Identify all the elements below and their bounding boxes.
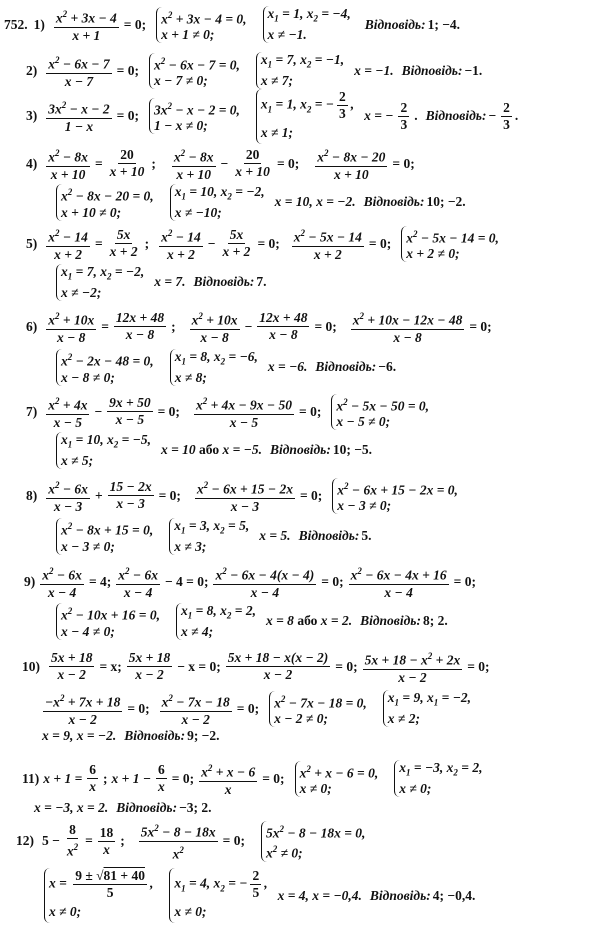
- system: $x^2 + 3x - 4 = 0$, x + 1 ≠ 0;: [156, 7, 246, 44]
- system: $3x^2 - x - 2 = 0$, 1 − x ≠ 0;: [149, 98, 240, 135]
- system: $x^2 - 10x + 16 = 0$, x − 4 ≠ 0;: [56, 603, 160, 640]
- item-10-answer: x = 9, x = −2. Відповідь: 9; −2.: [42, 728, 220, 743]
- answer-label: Відповідь:: [425, 108, 487, 123]
- item-4-cont: $x^2 - 8x - 20 = 0$, x + 10 ≠ 0; $x_1 = 10$, $x_2 = -2$, x ≠ −10; x = 10, x = −2. Відповідь: 10; −2.: [48, 184, 468, 221]
- item-7-cont: $x_1 = 10$, $x_2 = -5$, x ≠ 5; x = 10 або x = −5. Відповідь: 10; −5.: [48, 432, 374, 469]
- answer-label: Відповідь:: [124, 728, 186, 743]
- system: $x_1 = 8$, $x_2 = -6$, x ≠ 8;: [170, 349, 258, 386]
- item-11-answer: x = −3, x = 2. Відповідь: −3; 2.: [34, 800, 212, 815]
- item-9-cont: $x^2 - 10x + 16 = 0$, x − 4 ≠ 0; $x_1 = 8$, $x_2 = 2$, x ≠ 4; x = 8 або x = 2. Відповідь: 8; 2.: [48, 603, 450, 640]
- system: $x_1 = -3$, $x_2 = 2$, x ≠ 0;: [394, 760, 482, 797]
- answer-value: −3; 2.: [179, 800, 212, 815]
- answer-value: 5.: [361, 528, 372, 544]
- system: $x_1 = 10$, $x_2 = -2$, x ≠ −10;: [170, 184, 265, 221]
- answer-label: Відповідь:: [364, 16, 426, 32]
- answer-label: Відповідь:: [298, 528, 360, 544]
- item-12-cont: x = $\frac{9 \pm √81 + 40}{5}$ , x ≠ 0; $x_1 = 4$, $x_2$ = − $\frac{2}{5}$ , x ≠ 0; x = 4, x = −0,4. Відповідь: 4; −0,4.: [36, 868, 477, 923]
- item-11: 11) x + 1 = $\frac{6}{x}$ ; x + 1 − $\frac{6}{x}$ = 0; $\frac{x^2 + x - 6}{x}$ = 0; $x^2 + x - 6 = 0$, x ≠ 0; $x_1 = -3$, $x_2 = 2$, x ≠ 0;: [22, 760, 483, 797]
- item-8-cont: $x^2 - 8x + 15 = 0$, x − 3 ≠ 0; $x_1 = 3$, $x_2 = 5$, x ≠ 3; x = 5. Відповідь: 5.: [48, 518, 374, 555]
- answer-value: 9; −2.: [187, 728, 220, 743]
- system: $x_1 = 7$, $x_2 = -1$, x ≠ 7;: [256, 52, 344, 89]
- item-8: 8) $\frac{x^2 - 6x}{x - 3}$ + $\frac{15 - 2x}{x - 3}$ = 0; $\frac{x^2 - 6x + 15 - 2x}{x - 3}$ = 0; $x^2 - 6x + 15 - 2x = 0$, x − 3 ≠ 0;: [26, 477, 466, 515]
- item-2: 2) $\frac{x^2 - 6x - 7}{x - 7}$ = 0; $x^2 - 6x - 7 = 0$, x − 7 ≠ 0; $x_1 = 7$, $x_2 = -1$, x ≠ 7; x = −1. Відповідь: −1.: [26, 52, 483, 89]
- item-12: 12) 5 − $\frac{8}{x^2}$ = $\frac{18}{x}$ ; $\frac{5x^2 - 8 - 18x}{x^2}$ = 0; $5x^2 - 8 - 18x = 0$, $x^2 \ne 0$;: [16, 820, 373, 862]
- system: $x_1 = 7$, $x_2 = -2$, x ≠ −2;: [56, 264, 144, 301]
- system: x = $\frac{9 \pm √81 + 40}{5}$ , x ≠ 0;: [44, 868, 153, 923]
- system: $5x^2 - 8 - 18x = 0$, $x^2 \ne 0$;: [261, 821, 365, 862]
- system: $x_1 = 8$, $x_2 = 2$, x ≠ 4;: [176, 603, 256, 640]
- item-5: 5) $\frac{x^2 - 14}{x + 2}$ = $\frac{5x}{x + 2}$ ; $\frac{x^2 - 14}{x + 2}$ − $\frac{5x}{x + 2}$ = 0; $\frac{x^2 - 5x - 14}{x + 2}$ = 0; $x^2 - 5x - 14 = 0$, x + 2 ≠ 0;: [26, 225, 507, 263]
- system: $x_1 = 3$, $x_2 = 5$, x ≠ 3;: [169, 518, 249, 555]
- answer-label: Відповідь:: [269, 442, 331, 458]
- item-6: 6) $\frac{x^2 + 10x}{x - 8}$ = $\frac{12x + 48}{x - 8}$ ; $\frac{x^2 + 10x}{x - 8}$ − $\frac{12x + 48}{x - 8}$ = 0; $\frac{x^2 + 10x - 12x - 48}{x - 8}$ = 0;: [26, 308, 494, 346]
- system: $x_1 = 1$, $x_2$ = − $\frac{2}{3}$ , x ≠ 1;: [256, 89, 354, 144]
- answer-value: −1.: [464, 62, 483, 78]
- system: $x^2 - 6x + 15 - 2x = 0$, x − 3 ≠ 0;: [332, 478, 458, 515]
- system: $x^2 - 5x - 14 = 0$, x + 2 ≠ 0;: [401, 226, 499, 263]
- item-5-cont: $x_1 = 7$, $x_2 = -2$, x ≠ −2; x = 7. Відповідь: 7.: [48, 264, 269, 301]
- answer-value: 10; −5.: [332, 442, 373, 458]
- answer-value: 1; −4.: [427, 16, 461, 32]
- item-10-cont: $\frac{-x^2 + 7x + 18}{x - 2}$ = 0; $\frac{x^2 - 7x - 18}{x - 2}$ = 0; $x^2 - 7x - 18 = 0$, x − 2 ≠ 0; $x_1 = 9$, $x_1 = -2$, x ≠ 2;: [45, 690, 471, 727]
- item-9: 9) $\frac{x^2 - 6x}{x - 4}$ = 4; $\frac{x^2 - 6x}{x - 4}$ − 4 = 0; $\frac{x^2 - 6x - 4(x - 4)}{x - 4}$ = 0; $\frac{x^2 - 6x - 4x + 16}{x - 4}$ = 0;: [24, 563, 478, 601]
- answer-value: 10; −2.: [426, 194, 466, 210]
- system: $x_1 = 1$, $x_2 = -4$, x ≠ −1.: [263, 6, 351, 43]
- answer-label: Відповідь:: [363, 194, 425, 210]
- item-4: 4) $\frac{x^2 - 8x}{x + 10}$ = $\frac{20}{x + 10}$ ; $\frac{x^2 - 8x}{x + 10}$ − $\frac{20}{x + 10}$ = 0; $\frac{x^2 - 8x - 20}{x + 10}$ = 0;: [26, 145, 417, 183]
- answer-value: 4; −0,4.: [432, 887, 476, 903]
- item-3: 3) $\frac{3x^2 - x - 2}{1 - x}$ = 0; $3x^2 - x - 2 = 0$, 1 − x ≠ 0; $x_1 = 1$, $x_2$ = − $\frac{2}{3}$ , x ≠ 1; x = − $\frac{2}{3}$ . Відповідь: − $\frac{2}{3}$ .: [26, 92, 518, 140]
- system: $x^2 - 8x - 20 = 0$, x + 10 ≠ 0;: [56, 184, 154, 221]
- system: $x_1 = 4$, $x_2$ = − $\frac{2}{5}$ , x ≠ 0;: [169, 868, 267, 923]
- item-7: 7) $\frac{x^2 + 4x}{x - 5}$ − $\frac{9x + 50}{x - 5}$ = 0; $\frac{x^2 + 4x - 9x - 50}{x - 5}$ = 0; $x^2 - 5x - 50 = 0$, x − 5 ≠ 0;: [26, 393, 437, 431]
- item-6-cont: $x^2 - 2x - 48 = 0$, x − 8 ≠ 0; $x_1 = 8$, $x_2 = -6$, x ≠ 8; x = −6. Відповідь: −6.: [48, 349, 398, 386]
- system: $x_1 = 9$, $x_1 = -2$, x ≠ 2;: [383, 690, 471, 727]
- system: $x^2 - 2x - 48 = 0$, x − 8 ≠ 0;: [56, 349, 154, 386]
- system: $x^2 - 7x - 18 = 0$, x − 2 ≠ 0;: [269, 691, 367, 728]
- answer-label: Відповідь:: [401, 62, 463, 78]
- system: $x^2 - 5x - 50 = 0$, x − 5 ≠ 0;: [331, 394, 429, 431]
- answer-value: −6.: [378, 359, 397, 375]
- system: $x_1 = 10$, $x_2 = -5$, x ≠ 5;: [56, 432, 151, 469]
- answer-value: 7.: [256, 274, 267, 290]
- answer-label: Відповідь:: [360, 613, 421, 629]
- system: $x^2 - 8x + 15 = 0$, x − 3 ≠ 0;: [56, 518, 153, 555]
- system: $x^2 - 6x - 7 = 0$, x − 7 ≠ 0;: [149, 53, 240, 90]
- answer-label: Відповідь:: [193, 274, 255, 290]
- problem-number: 752.: [4, 16, 28, 32]
- answer-label: Відповідь:: [116, 800, 178, 815]
- answer-label: Відповідь:: [369, 887, 431, 903]
- system: $x^2 + x - 6 = 0$, x ≠ 0;: [295, 761, 379, 798]
- answer-label: Відповідь:: [315, 359, 377, 375]
- item-10: 10) $\frac{5x + 18}{x - 2}$ = x; $\frac{5x + 18}{x - 2}$ − x = 0; $\frac{5x + 18 - x(x - 2)}{x - 2}$ = 0; $\frac{5x + 18 - x^2 + 2x}{x - 2}$ = 0;: [22, 648, 492, 686]
- item-1: 752. 1) $\frac{x^2 + 3x - 4}{x + 1}$ = 0; $x^2 + 3x - 4 = 0$, x + 1 ≠ 0; $x_1 = 1$, $x_2 = -4$, x ≠ −1. Відповідь: 1; −4.: [4, 6, 461, 43]
- answer-value: 8; 2.: [422, 613, 448, 629]
